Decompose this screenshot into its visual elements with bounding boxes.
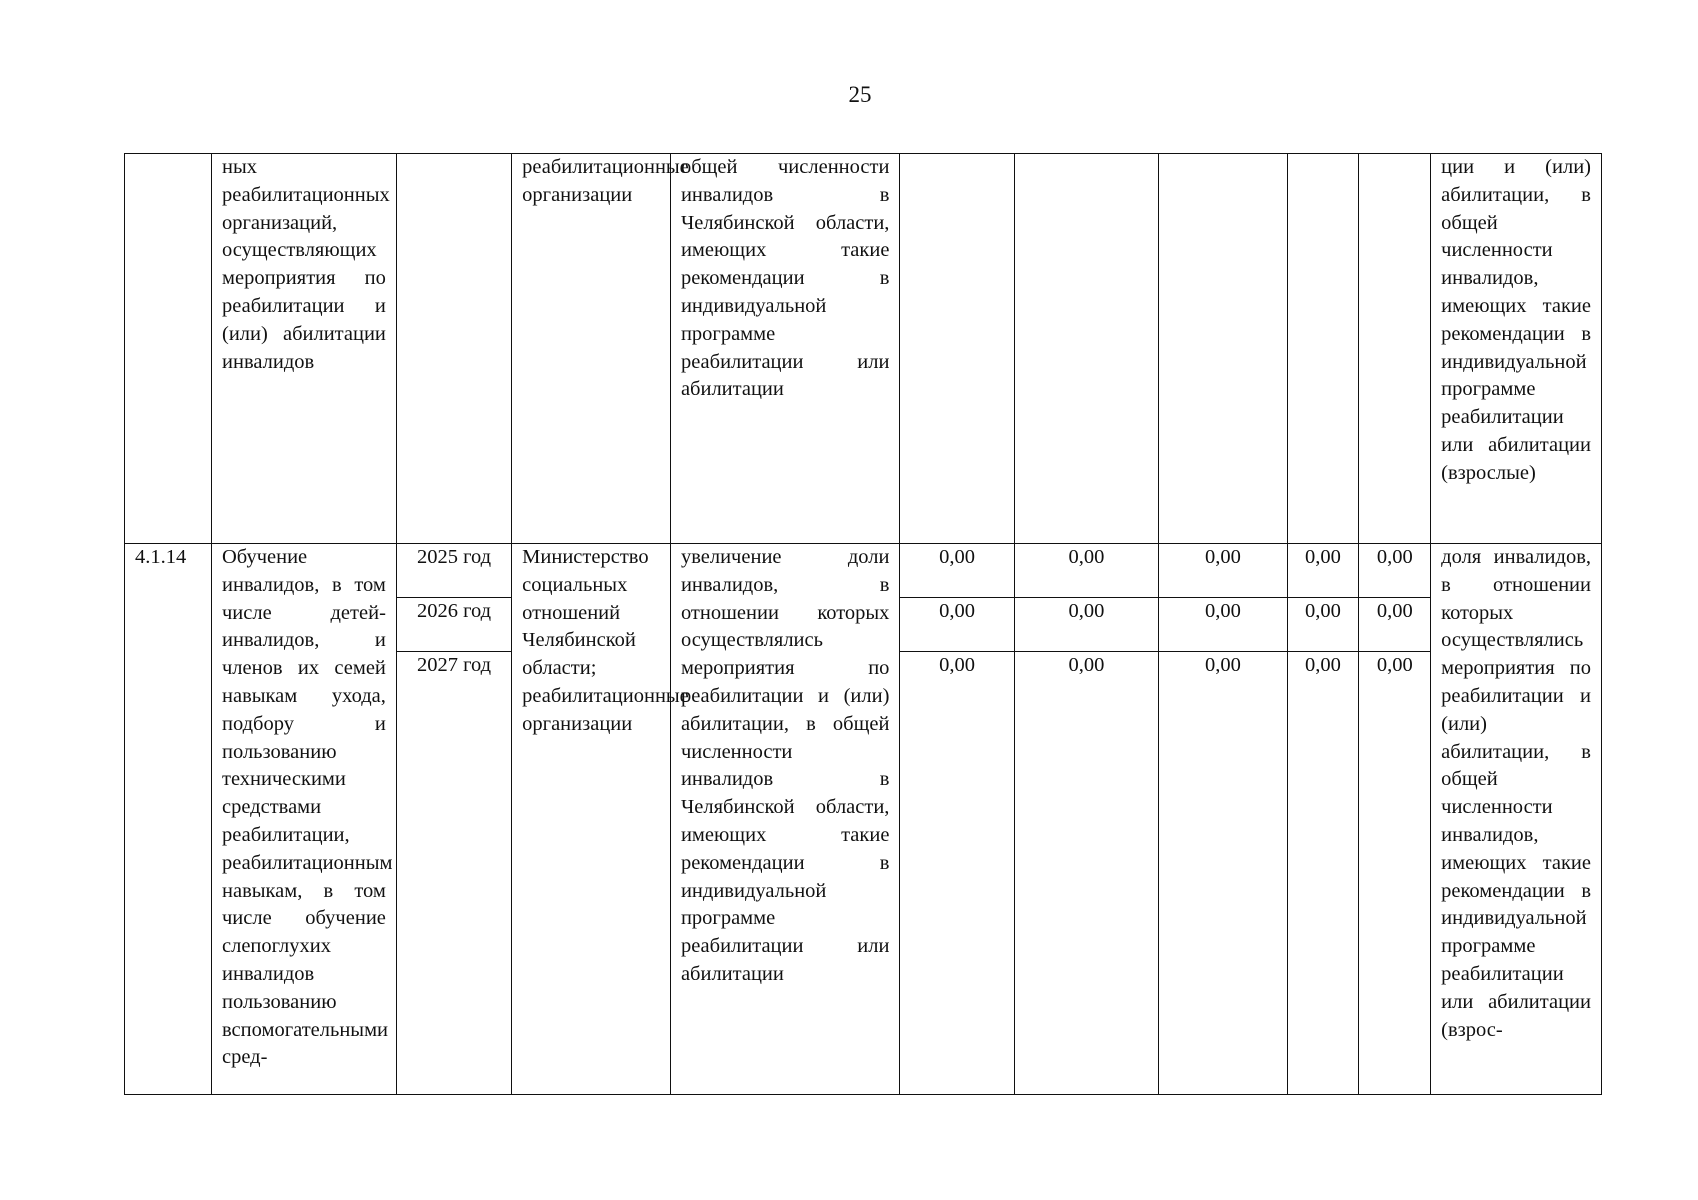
indicator-cell: доля инвалидов, в отношении которых осуществлялись мероприятия по реабилитации и (или) абилитации, в общей численности инвалидов, имеющих такие рекомендации в индивидуальной программе реабилитации или абилитации (взрос-: [1431, 544, 1602, 1095]
value-cell: 0,00: [1159, 544, 1287, 598]
expected-result-cell: общей численности инвалидов в Челябинской области, имеющих такие рекомендации в индивидуальной программе реабилитации или абилитации: [670, 154, 899, 544]
year-cell: 2026 год: [396, 598, 511, 652]
row-code: [125, 154, 212, 544]
value-cell: 0,00: [1359, 544, 1431, 598]
value-cell: 0,00: [1287, 652, 1359, 1095]
page-number: 25: [848, 82, 872, 107]
executor-cell: реабилитационные организации: [512, 154, 671, 544]
value-cell: 0,00: [1014, 598, 1159, 652]
value-cell: [1014, 154, 1159, 544]
value-cell: 0,00: [900, 544, 1014, 598]
value-cell: [900, 154, 1014, 544]
value-cell: 0,00: [1159, 652, 1287, 1095]
activity-name-cell: Обучение инвалидов, в том числе детей-инвалидов, и членов их семей навыкам ухода, подбору и пользованию техническими средствами реабилитации, реабилитационным навыкам, в том числе обучение слепоглухих инвалидов пользованию вспомогательными сред-: [212, 544, 397, 1095]
executor-cell: Министерство социальных отношений Челябинской области; реабилитационные организации: [512, 544, 671, 1095]
value-cell: 0,00: [1014, 652, 1159, 1095]
value-cell: 0,00: [1359, 598, 1431, 652]
year-cell: 2027 год: [396, 652, 511, 1095]
table-row-2025: [125, 544, 1602, 598]
value-cell: 0,00: [1287, 544, 1359, 598]
value-cell: 0,00: [1359, 652, 1431, 1095]
value-cell: [1359, 154, 1431, 544]
activity-name-cell: ных реабилитационных организаций, осуществляющих мероприятия по реабилитации и (или) абилитации инвалидов: [212, 154, 397, 544]
indicator-cell: ции и (или) абилитации, в общей численности инвалидов, имеющих такие рекомендации в индивидуальной программе реабилитации или абилитации (взрослые): [1431, 154, 1602, 544]
value-cell: [1287, 154, 1359, 544]
value-cell: [1159, 154, 1287, 544]
period-cell: [396, 154, 511, 544]
program-activities-table: [124, 153, 1602, 1095]
expected-result-cell: увеличение доли инвалидов, в отношении которых осуществлялись мероприятия по реабилитации и (или) абилитации, в общей численности инвалидов в Челябинской области, имеющих такие рекомендации в индивидуальной программе реабилитации или абилитации: [670, 544, 899, 1095]
value-cell: 0,00: [1014, 544, 1159, 598]
value-cell: 0,00: [1159, 598, 1287, 652]
row-code: 4.1.14: [125, 544, 212, 1095]
value-cell: 0,00: [900, 652, 1014, 1095]
value-cell: 0,00: [1287, 598, 1359, 652]
year-cell: 2025 год: [396, 544, 511, 598]
continued-row: [125, 154, 1602, 544]
value-cell: 0,00: [900, 598, 1014, 652]
